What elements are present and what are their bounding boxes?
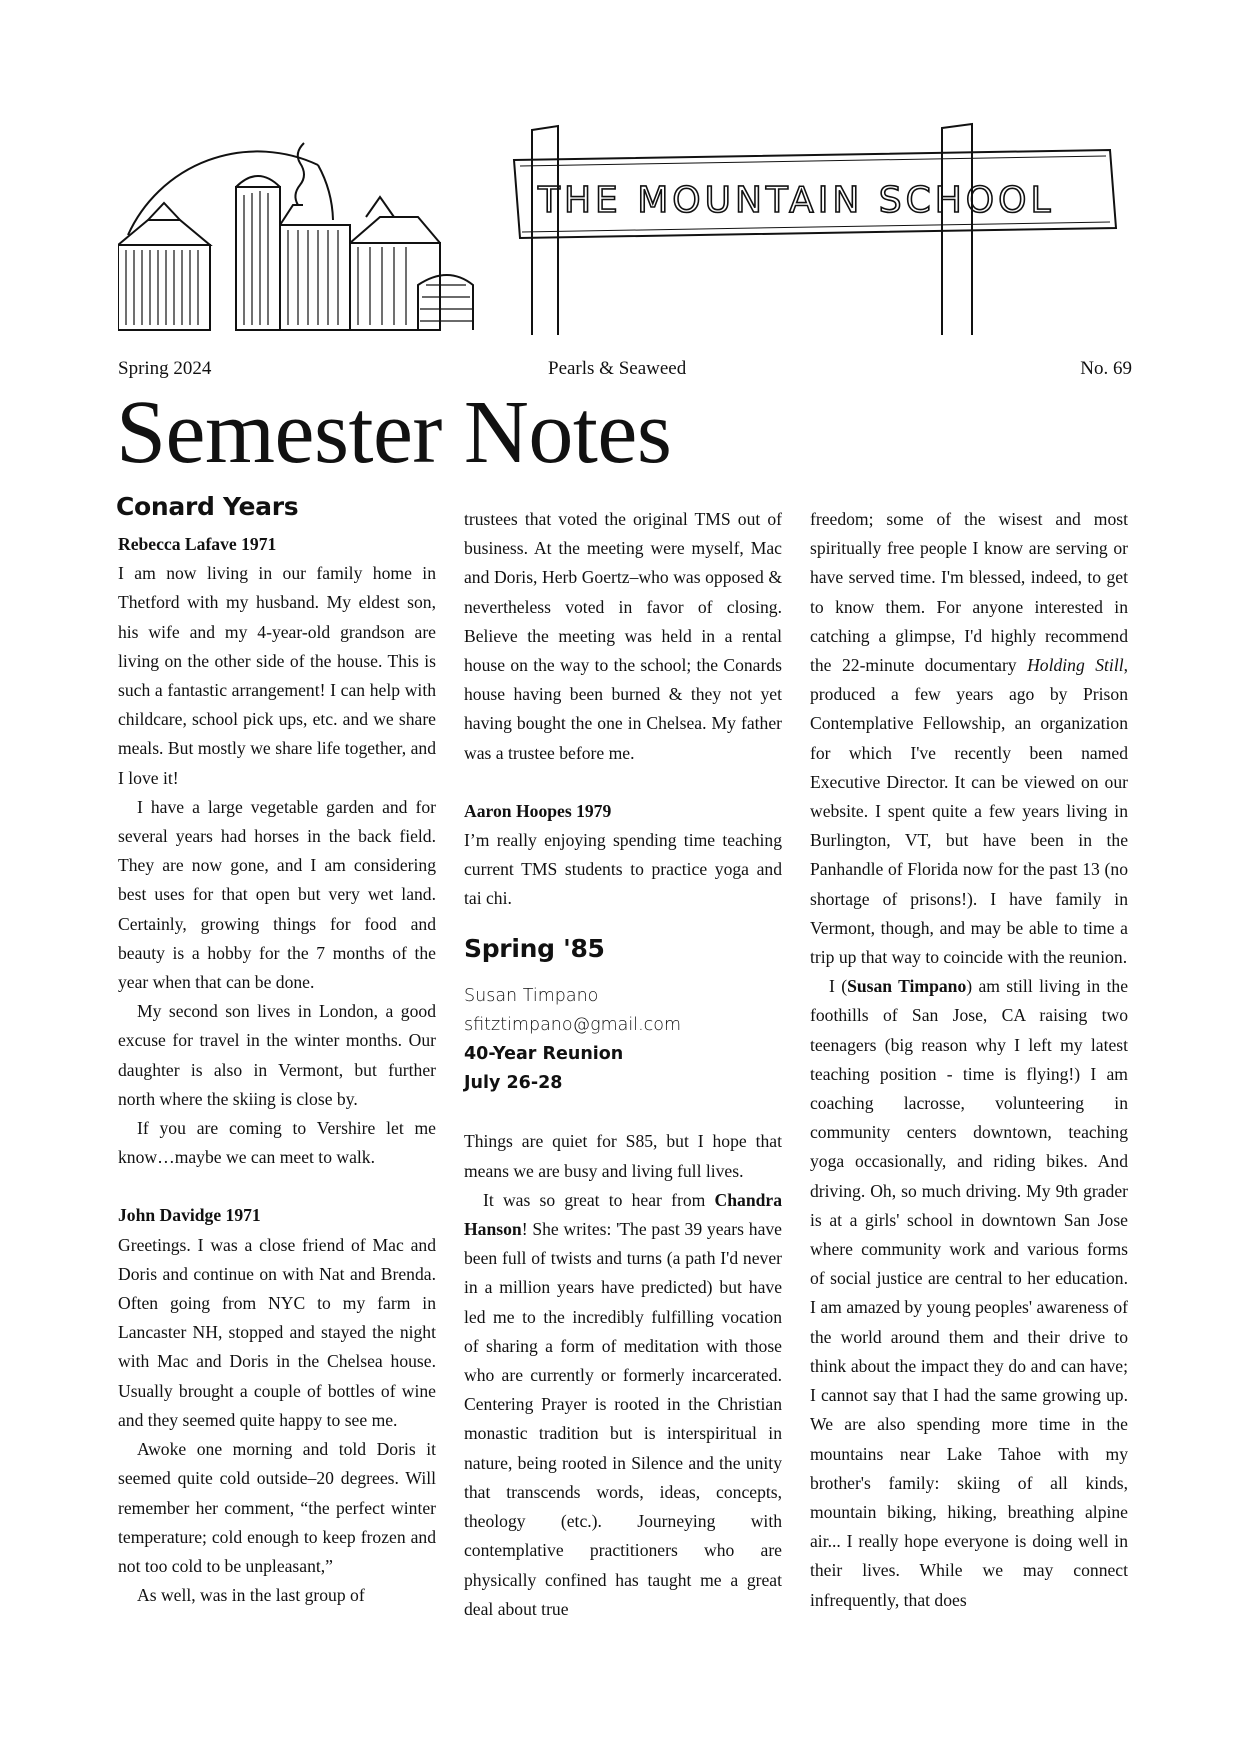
sign-text: THE MOUNTAIN SCHOOL [538, 180, 1055, 221]
publication-name: Pearls & Seaweed [548, 358, 687, 379]
entry-paragraph: Greetings. I was a close friend of Mac and Doris and continue on with Nat and Brenda. Often going from NYC to my farm in Lancaster NH, stopped and stayed the night with Mac and Doris in the Chelsea house. Usually brought a couple of bottles of wine and they seemed quite happy to see me. [118, 1234, 436, 1430]
entry-paragraph: It was so great to hear from Chandra Hanson! She writes: 'The past 39 years have been full of twists and turns (a path I'd never in a million years have predicted) but have led me to the incredibly fulfilling vocation of sharing a form of meditation with those who are currently or formerly incarcerated. Centering Prayer is rooted in the Christian monastic tradition but is interspiritual in nature, being rooted in Silence and the unity that transcends words, ideas, concepts, theology (etc.). Journeying with contemplative practitioners who are physically confined has taught me a great deal about true [464, 1189, 782, 1619]
school-sign-icon [510, 120, 1122, 335]
entry-name: John Davidge 1971 [118, 1205, 261, 1226]
column-1 [118, 490, 436, 1610]
entry-paragraph: I am now living in our family home in Thetford with my husband. My eldest son, his wife and my 4-year-old grandson are living on the other side of the house. This is such a fantastic arrangement! I can help with childcare, school pick ups, etc. and we share meals. But mostly we share life together, and I love it! [118, 563, 436, 788]
entry-name: Aaron Hoopes 1979 [464, 800, 612, 821]
section-heading-spring-85: Spring '85 [464, 933, 605, 963]
entry-paragraph: As well, was in the last group of [137, 1585, 365, 1606]
entry-paragraph: My second son lives in London, a good excuse for travel in the winter months. Our daughter is also in Vermont, but further north where the skiing is close by. [118, 1001, 436, 1109]
entry-paragraph: I (Susan Timpano) am still living in the foothills of San Jose, CA raising two teenagers (big reason why I left my latest teaching position - time is flying!) I am coaching lacrosse, volunteering in community centers downtown, teaching yoga occasionally, and riding bikes. And driving. Oh, so much driving. My 9th grader is at a girls' school in downtown San Jose where community work and various forms of social justice are central to her education. I am amazed by young peoples' awareness of the world around them and their drive to think about the impact they do and can have; I cannot say that I had the same growing up. We are also spending more time in the mountains near Lake Tahoe with my brother's family: skiing of all kinds, mountain biking, hiking, breathing alpine air... I really hope everyone is doing well in their lives. While we may connect infrequently, that does [810, 976, 1129, 1610]
person-name: Susan Timpano [847, 976, 967, 997]
contact-name: Susan Timpano [464, 985, 599, 1006]
section-heading-conard-years: Conard Years [116, 492, 299, 521]
film-title: Holding Still [1027, 655, 1124, 676]
column-2 [464, 505, 782, 1624]
column-3 [810, 505, 1128, 1615]
entry-paragraph: If you are coming to Vershire let me know…maybe we can meet to walk. [118, 1118, 436, 1168]
issue-number: No. 69 [1080, 358, 1132, 379]
entry-paragraph: Things are quiet for S85, but I hope that means we are busy and living full lives. [464, 1131, 782, 1181]
reunion-title: 40-Year Reunion [464, 1044, 624, 1065]
reunion-dates: July 26-28 [464, 1073, 563, 1094]
entry-paragraph: Awoke one morning and told Doris it seemed quite cold outside–20 degrees. Will remember her comment, “the perfect winter temperature; cold enough to keep frozen and not too cold to be unpleasant,” [118, 1439, 436, 1576]
barn-silo-drawing-icon [118, 125, 490, 335]
person-name: Chandra Hanson [464, 1189, 782, 1240]
entry-paragraph: freedom; some of the wisest and most spiritually free people I know are serving or have served time. I'm blessed, indeed, to get to know them. For anyone interested in catching a glimpse, I'd highly recommend the 22-minute documentary Holding Still, produced a few years ago by Prison Contemplative Fellowship, an organization for which I've recently been named Executive Director. It can be viewed on our website. I spent quite a few years living in Burlington, VT, but have been in the Panhandle of Florida now for the past 13 (no shortage of prisons!). I have family in Vermont, though, and may be able to time a trip up that way to coincide with the reunion. [810, 509, 1128, 968]
entry-paragraph: trustees that voted the original TMS out of business. At the meeting were myself, Mac and Doris, Herb Goertz–who was opposed & nevertheless voted in favor of closing. Believe the meeting was held in a rental house on the way to the school; the Conards house having been burned & they not yet having bought the one in Chelsea. My father was a trustee before me. [464, 509, 782, 763]
page-title: Semester Notes [116, 383, 672, 482]
entry-paragraph: I have a large vegetable garden and for several years had horses in the back field. They are now gone, and I am considering best uses for that open but very wet land. Certainly, growing things for food and beauty is a hobby for the 7 months of the year when that can be done. [118, 796, 436, 993]
entry-name: Rebecca Lafave 1971 [118, 534, 277, 554]
contact-email: sfitztimpano@gmail.com [464, 1014, 682, 1035]
issue-season: Spring 2024 [118, 358, 212, 379]
entry-paragraph: I’m really enjoying spending time teaching current TMS students to practice yoga and tai chi. [464, 830, 782, 909]
